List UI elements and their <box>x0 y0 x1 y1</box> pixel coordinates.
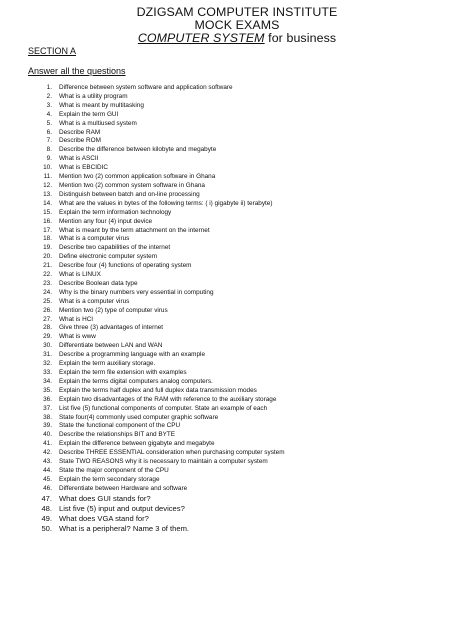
question-text: Mention two (2) common system software in Ghana <box>59 181 205 189</box>
question-number: 50. <box>41 523 52 533</box>
question-item <box>32 378 462 387</box>
question-text: Explain the terms digital computers analog computers. <box>59 377 213 385</box>
question-number: 46. <box>43 484 52 492</box>
question-item <box>32 129 462 138</box>
question-item <box>32 494 462 504</box>
question-item <box>32 351 462 360</box>
question-item <box>32 449 462 458</box>
question-text: What does VGA stand for? <box>59 513 149 523</box>
question-number: 9. <box>46 155 52 163</box>
question-item <box>32 191 462 200</box>
question-text: What is a utility program <box>59 92 128 100</box>
question-text: Mention two (2) common application software in Ghana <box>59 173 216 181</box>
question-number: 10. <box>43 164 52 172</box>
question-text: What is www <box>59 333 96 341</box>
question-item <box>32 333 462 342</box>
question-number: 16. <box>43 217 52 225</box>
question-text: Differentiate between LAN and WAN <box>59 342 163 350</box>
instructions: Answer all the questions <box>28 66 126 76</box>
question-item <box>32 316 462 325</box>
question-item <box>32 467 462 476</box>
section-heading: SECTION A <box>28 46 77 56</box>
question-item <box>32 155 462 164</box>
question-number: 48. <box>41 503 52 513</box>
question-number: 11. <box>43 173 52 181</box>
question-text: Describe four (4) functions of operating system <box>59 262 192 270</box>
question-number: 27. <box>43 315 52 323</box>
question-number: 42. <box>43 449 52 457</box>
question-text: Why is the binary numbers very essential in computing <box>59 288 214 296</box>
question-item <box>32 431 462 440</box>
question-text: Explain the terms half duplex and full duplex data transmission modes <box>59 386 257 394</box>
question-text: What is LINUX <box>59 271 101 279</box>
question-text: Differentiate between Hardware and software <box>59 484 188 492</box>
question-item <box>32 324 462 333</box>
question-item <box>32 387 462 396</box>
question-text: What is meant by the term attachment on the internet <box>59 226 210 234</box>
course-title-rest: for business <box>264 31 337 46</box>
question-text: List five (5) functional components of computer. State an example of each <box>59 404 268 412</box>
document-header <box>0 6 474 46</box>
question-item <box>32 235 462 244</box>
question-number: 34. <box>43 377 52 385</box>
question-text: Describe THREE ESSENTIAL consideration when purchasing computer system <box>59 449 285 457</box>
question-text: State the functional component of the CPU <box>59 422 181 430</box>
question-item <box>32 280 462 289</box>
course-title <box>0 32 474 45</box>
question-number: 12. <box>43 181 52 189</box>
question-number: 26. <box>43 306 52 314</box>
question-text: Define electronic computer system <box>59 253 158 261</box>
question-text: Explain the term information technology <box>59 208 172 216</box>
question-number: 38. <box>43 413 52 421</box>
question-number: 30. <box>43 342 52 350</box>
question-item <box>32 137 462 146</box>
question-number: 8. <box>46 146 52 154</box>
question-text: What does GUI stands for? <box>59 493 151 503</box>
question-number: 40. <box>43 431 52 439</box>
institute-name: DZIGSAM COMPUTER INSTITUTE <box>136 5 338 19</box>
question-item <box>32 120 462 129</box>
question-text: Explain the term secondary storage <box>59 475 160 483</box>
question-item <box>32 524 462 534</box>
question-number: 15. <box>43 208 52 216</box>
question-text: Describe a programming language with an example <box>59 351 205 359</box>
question-text: Describe two capabilities of the internet <box>59 244 171 252</box>
question-number: 24. <box>43 288 52 296</box>
question-number: 17. <box>43 226 52 234</box>
question-item <box>32 262 462 271</box>
question-list <box>32 84 462 534</box>
question-number: 18. <box>43 235 52 243</box>
question-text: Describe the difference between kilobyte and megabyte <box>59 146 217 154</box>
question-item <box>32 84 462 93</box>
question-number: 39. <box>43 422 52 430</box>
question-number: 7. <box>46 137 52 145</box>
question-text: Describe ROM <box>59 137 101 145</box>
question-number: 1. <box>46 84 52 91</box>
question-number: 4. <box>46 110 52 118</box>
question-number: 36. <box>43 395 52 403</box>
question-number: 37. <box>43 404 52 412</box>
question-number: 41. <box>43 440 52 448</box>
question-text: Describe Boolean data type <box>59 279 138 287</box>
question-number: 14. <box>43 199 52 207</box>
question-text: What is a computer virus <box>59 235 130 243</box>
question-item <box>32 396 462 405</box>
question-item <box>32 93 462 102</box>
question-number: 6. <box>46 128 52 136</box>
question-number: 49. <box>41 513 52 523</box>
question-text: State TWO REASONS why it is necessary to maintain a computer system <box>59 458 268 466</box>
question-text: Describe the relationships BIT and BYTE <box>59 431 176 439</box>
question-item <box>32 458 462 467</box>
question-text: List five (5) input and output devices? <box>59 503 185 513</box>
question-number: 19. <box>43 244 52 252</box>
question-number: 13. <box>43 190 52 198</box>
question-item <box>32 440 462 449</box>
question-item <box>32 209 462 218</box>
question-number: 21. <box>43 262 52 270</box>
question-item <box>32 289 462 298</box>
question-text: Explain two disadvantages of the RAM with reference to the auxiliary storage <box>59 395 277 403</box>
question-text: Explain the difference between gigabyte and megabyte <box>59 440 215 448</box>
question-number: 31. <box>43 351 52 359</box>
question-number: 23. <box>43 279 52 287</box>
question-text: What is a peripheral? Name 3 of them. <box>59 523 189 533</box>
question-item <box>32 182 462 191</box>
question-item <box>32 369 462 378</box>
question-item <box>32 244 462 253</box>
question-number: 28. <box>43 324 52 332</box>
question-number: 32. <box>43 360 52 368</box>
question-item <box>32 146 462 155</box>
question-item <box>32 476 462 485</box>
question-number: 22. <box>43 271 52 279</box>
question-number: 45. <box>43 475 52 483</box>
question-text: What is HCI <box>59 315 94 323</box>
question-item <box>32 218 462 227</box>
question-text: Give three (3) advantages of internet <box>59 324 164 332</box>
question-item <box>32 414 462 423</box>
question-text: What is meant by multitasking <box>59 101 144 109</box>
question-text: State the major component of the CPU <box>59 466 169 474</box>
question-text: Distinguish between batch and on-line processing <box>59 190 200 198</box>
question-item <box>32 271 462 280</box>
question-text: Describe RAM <box>59 128 101 136</box>
question-item <box>32 485 462 494</box>
question-item <box>32 422 462 431</box>
question-item <box>32 307 462 316</box>
question-item <box>32 360 462 369</box>
question-number: 29. <box>43 333 52 341</box>
question-item <box>32 173 462 182</box>
question-number: 20. <box>43 253 52 261</box>
question-text: What are the values in bytes of the following terms: ( i) gigabyte ii) terabyte) <box>59 199 273 207</box>
question-item <box>32 164 462 173</box>
question-number: 47. <box>41 493 52 503</box>
question-text: Explain the term file extension with examples <box>59 369 187 376</box>
question-item <box>32 504 462 514</box>
question-item <box>32 298 462 307</box>
question-item <box>32 227 462 236</box>
question-number: 43. <box>43 458 52 466</box>
question-item <box>32 405 462 414</box>
question-item <box>32 253 462 262</box>
question-text: Mention two (2) type of computer virus <box>59 306 168 314</box>
question-number: 5. <box>46 119 52 127</box>
question-text: What is a computer virus <box>59 297 130 305</box>
question-item <box>32 514 462 524</box>
question-number: 44. <box>43 466 52 474</box>
question-text: Explain the term GUI <box>59 110 119 118</box>
question-text: What is EBCIDIC <box>59 164 109 172</box>
question-text: What is a multiused system <box>59 119 137 127</box>
question-text: Difference between system software and application software <box>59 84 233 91</box>
question-item <box>32 200 462 209</box>
question-item <box>32 102 462 111</box>
question-number: 33. <box>43 369 52 376</box>
question-number: 2. <box>46 92 52 100</box>
question-text: State four(4) commonly used computer graphic software <box>59 413 219 421</box>
question-text: What is ASCII <box>59 155 99 163</box>
question-number: 35. <box>43 386 52 394</box>
question-item <box>32 111 462 120</box>
question-item <box>32 342 462 351</box>
question-text: Mention any four (4) input device <box>59 217 153 225</box>
question-number: 3. <box>46 101 52 109</box>
question-text: Explain the term auxiliary storage. <box>59 360 156 368</box>
exam-title: MOCK EXAMS <box>194 18 280 33</box>
question-number: 25. <box>43 297 52 305</box>
course-title-italic: COMPUTER SYSTEM <box>137 31 265 46</box>
